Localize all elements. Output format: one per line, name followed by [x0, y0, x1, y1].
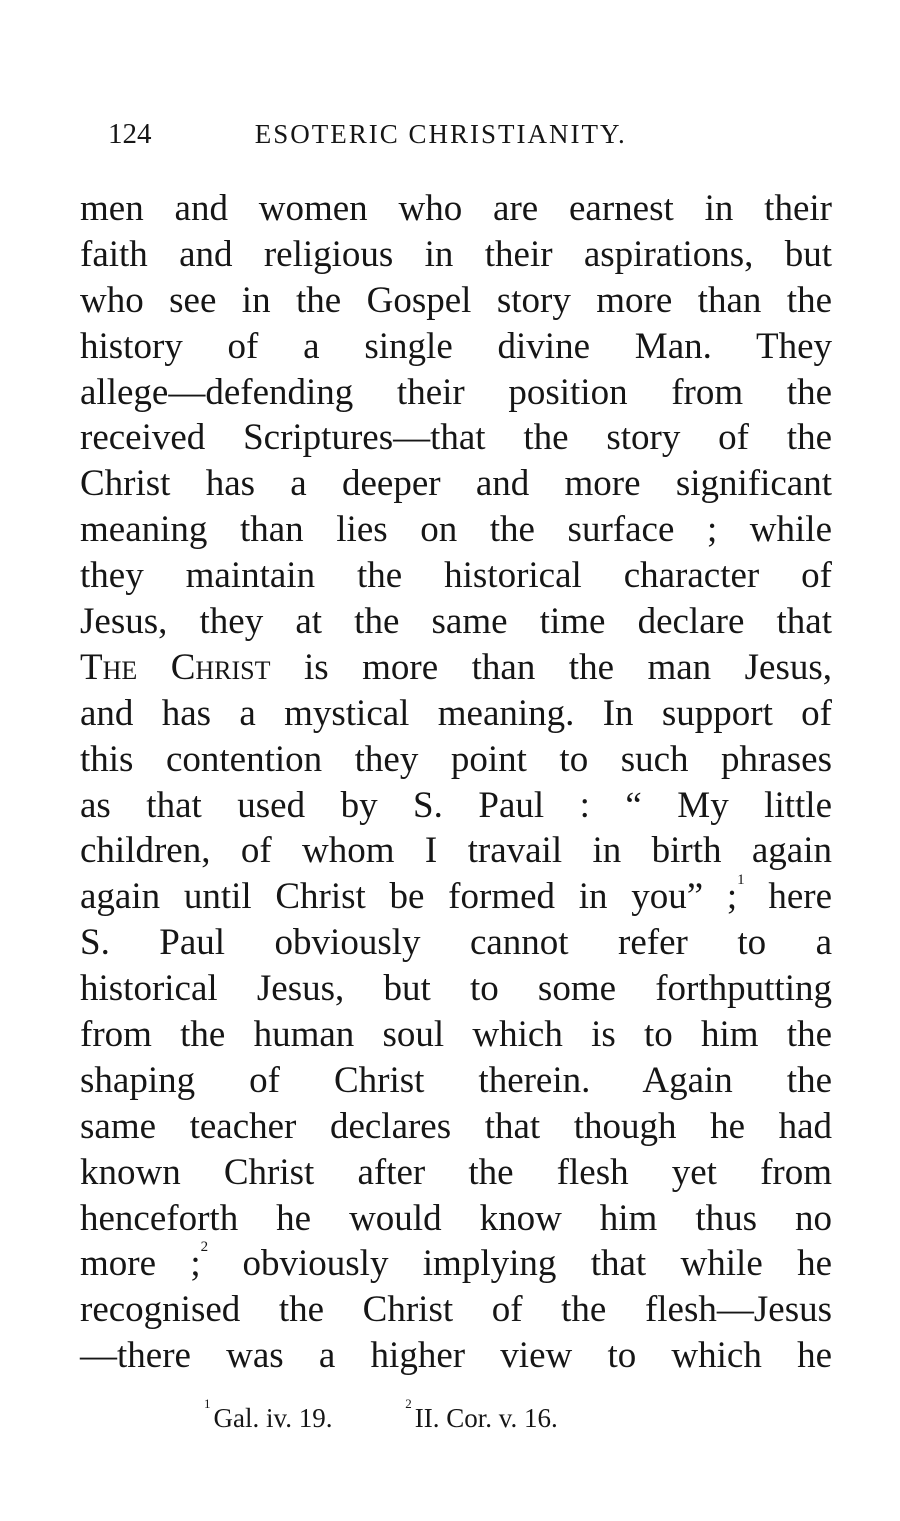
text-line: as that used by S. Paul : “ My little — [80, 784, 832, 826]
text-line: —there was a higher view to which he — [80, 1335, 832, 1377]
text-line: they maintain the historical character of — [80, 555, 832, 597]
text-line: henceforth he would know him thus no — [80, 1197, 832, 1239]
text-line: known Christ after the flesh yet from — [80, 1151, 832, 1193]
text-line: same teacher declares that though he had — [80, 1105, 832, 1147]
text-line: who see in the Gospel story more than the — [80, 279, 832, 321]
text-line-end: here — [768, 876, 833, 918]
text-line: men and women who are earnest in their — [80, 188, 832, 229]
text-line: history of a single divine Man. They — [80, 325, 832, 367]
footnote-marker: 2 — [405, 1396, 412, 1411]
footnote — [204, 1398, 332, 1438]
small-caps-phrase: The Christ — [80, 646, 271, 688]
text-line: this contention they point to such phrases — [80, 738, 832, 780]
footnote-reference: 2 — [200, 1239, 209, 1256]
text-line: allege—defending their position from the — [80, 371, 832, 413]
text-line: and has a mystical meaning. In support of — [80, 692, 832, 734]
text-line: children, of whom I travail in birth again — [80, 830, 832, 872]
text-line: meaning than lies on the surface ; while — [80, 509, 832, 551]
text-line: faith and religious in their aspirations, but — [80, 233, 832, 275]
text-line: from the human soul which is to him the — [80, 1014, 832, 1056]
text-line: shaping of Christ therein. Again the — [80, 1059, 832, 1101]
footnote-reference: 1 — [737, 872, 745, 889]
running-title: ESOTERIC CHRISTIANITY. — [254, 119, 627, 149]
footnote-text: Gal. iv. 19. — [213, 1403, 333, 1433]
text-line-end: obviously implying that while he — [242, 1243, 833, 1285]
body-text — [80, 186, 832, 1379]
footnote-marker: 1 — [204, 1396, 211, 1411]
text-line: recognised the Christ of the flesh—Jesus — [80, 1289, 832, 1331]
footnote-text: II. Cor. v. 16. — [414, 1403, 558, 1433]
text-line: S. Paul obviously cannot refer to a — [80, 922, 832, 964]
running-head — [108, 114, 808, 154]
text-line — [80, 874, 832, 920]
text-line: received Scriptures—that the story of the — [80, 417, 832, 459]
text-line: Christ has a deeper and more significant — [80, 463, 832, 505]
footnote — [405, 1398, 558, 1438]
text-line — [80, 1241, 832, 1287]
page-number: 124 — [108, 118, 152, 150]
text-line: historical Jesus, but to some forthputting — [80, 968, 832, 1010]
text-line — [80, 645, 832, 691]
text-line-start: again until Christ be formed in you” ; — [80, 876, 738, 918]
text-line-start: more ; — [80, 1243, 201, 1285]
text-line: Jesus, they at the same time declare that — [80, 601, 832, 643]
text-line-rest: is more than the man Jesus, — [304, 646, 832, 688]
footnotes — [204, 1398, 724, 1438]
